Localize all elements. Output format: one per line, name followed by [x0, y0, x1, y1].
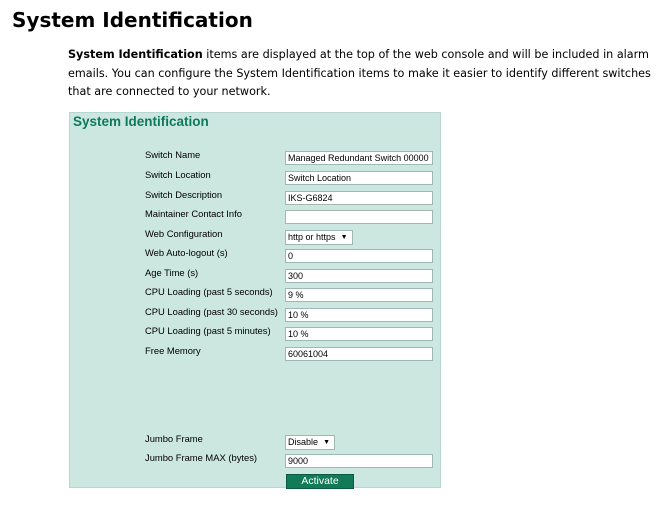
row-free-memory [70, 345, 440, 361]
maintainer-contact-label: Maintainer Contact Info [145, 208, 242, 219]
row-web-auto-logout [70, 247, 440, 263]
jumbo-frame-value: Disable [288, 437, 319, 447]
switch-location-input[interactable]: Switch Location [285, 171, 433, 185]
row-jumbo-frame [70, 433, 440, 449]
switch-name-label: Switch Name [145, 149, 201, 160]
row-switch-description [70, 189, 440, 205]
web-configuration-select[interactable] [285, 230, 353, 245]
intro-paragraph [68, 46, 663, 102]
caret-down-icon: ▼ [323, 439, 331, 446]
free-memory-value: 60061004 [285, 347, 433, 361]
jumbo-frame-label: Jumbo Frame [145, 433, 203, 444]
page-title: System Identification [12, 8, 253, 32]
web-auto-logout-input[interactable]: 0 [285, 249, 433, 263]
intro-text: items are displayed at the top of the web console and will be included in alarm emails. You can configure the System Identification items to make it easier to identify different switches that are connected to your network. [68, 48, 651, 98]
system-identification-panel [69, 112, 441, 488]
switch-name-input[interactable]: Managed Redundant Switch 00000 [285, 151, 433, 165]
switch-location-label: Switch Location [145, 169, 211, 180]
row-age-time [70, 267, 440, 283]
cpu-5s-label: CPU Loading (past 5 seconds) [145, 286, 273, 297]
free-memory-label: Free Memory [145, 345, 201, 356]
web-configuration-value: http or https [288, 232, 336, 242]
row-jumbo-frame-max [70, 452, 440, 468]
activate-button[interactable]: Activate [286, 474, 354, 489]
intro-bold: System Identification [68, 48, 203, 61]
age-time-input[interactable]: 300 [285, 269, 433, 283]
cpu-5s-value: 9 % [285, 288, 433, 302]
cpu-5m-label: CPU Loading (past 5 minutes) [145, 325, 271, 336]
web-auto-logout-label: Web Auto-logout (s) [145, 247, 228, 258]
maintainer-contact-input[interactable] [285, 210, 433, 224]
row-switch-name [70, 149, 440, 165]
cpu-30s-label: CPU Loading (past 30 seconds) [145, 306, 278, 317]
web-configuration-label: Web Configuration [145, 228, 223, 239]
switch-description-label: Switch Description [145, 189, 223, 200]
caret-down-icon: ▼ [340, 234, 348, 241]
jumbo-frame-max-input[interactable]: 9000 [285, 454, 433, 468]
cpu-5m-value: 10 % [285, 327, 433, 341]
jumbo-frame-max-label: Jumbo Frame MAX (bytes) [145, 452, 258, 463]
row-switch-location [70, 169, 440, 185]
row-web-configuration [70, 228, 440, 244]
row-cpu-5s [70, 286, 440, 302]
cpu-30s-value: 10 % [285, 308, 433, 322]
row-cpu-30s [70, 306, 440, 322]
row-maintainer-contact [70, 208, 440, 224]
panel-title: System Identification [73, 114, 209, 129]
row-cpu-5m [70, 325, 440, 341]
jumbo-frame-select[interactable] [285, 435, 335, 450]
age-time-label: Age Time (s) [145, 267, 199, 278]
switch-description-input[interactable]: IKS-G6824 [285, 191, 433, 205]
